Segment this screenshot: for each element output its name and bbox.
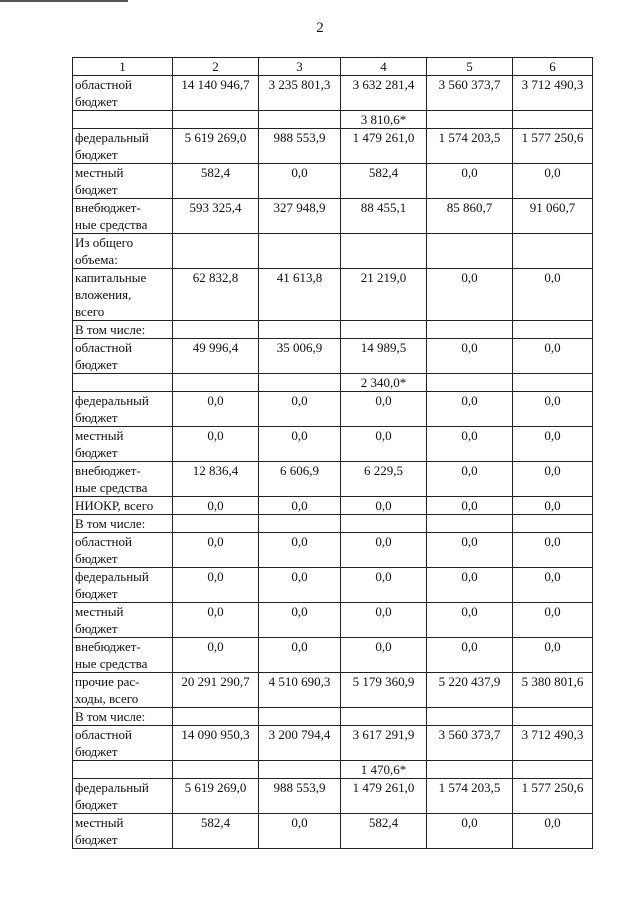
value-cell: 12 836,4: [173, 462, 259, 497]
empty-cell: [427, 708, 513, 726]
table-row: [73, 533, 593, 568]
value-cell: 0,0: [259, 427, 341, 462]
empty-cell: [427, 761, 513, 779]
empty-cell: [173, 374, 259, 392]
value-cell: 3 200 794,4: [259, 726, 341, 761]
empty-cell: [73, 111, 173, 129]
footnote-value: 1 470,6*: [341, 761, 427, 779]
empty-cell: [341, 515, 427, 533]
value-cell: 0,0: [259, 164, 341, 199]
column-header: 1: [73, 58, 173, 76]
empty-cell: [513, 761, 593, 779]
empty-cell: [427, 321, 513, 339]
empty-cell: [259, 515, 341, 533]
value-cell: 14 989,5: [341, 339, 427, 374]
value-cell: 0,0: [341, 392, 427, 427]
empty-cell: [341, 321, 427, 339]
empty-cell: [173, 111, 259, 129]
row-label: внебюджет- ные средства: [73, 638, 173, 673]
footnote-row: [73, 374, 593, 392]
table-row: [73, 779, 593, 814]
value-cell: 5 619 269,0: [173, 779, 259, 814]
value-cell: 0,0: [513, 497, 593, 515]
row-label: областной бюджет: [73, 339, 173, 374]
table-row: [73, 462, 593, 497]
value-cell: 3 235 801,3: [259, 76, 341, 111]
value-cell: 0,0: [259, 533, 341, 568]
footnote-row: [73, 761, 593, 779]
table-row: [73, 497, 593, 515]
value-cell: 41 613,8: [259, 269, 341, 321]
scan-edge-line: [0, 0, 128, 2]
value-cell: 0,0: [513, 638, 593, 673]
value-cell: 582,4: [173, 814, 259, 849]
value-cell: 0,0: [513, 392, 593, 427]
value-cell: 582,4: [341, 164, 427, 199]
table-row: [73, 673, 593, 708]
row-label: прочие рас- ходы, всего: [73, 673, 173, 708]
empty-cell: [427, 374, 513, 392]
value-cell: 0,0: [341, 497, 427, 515]
value-cell: 0,0: [427, 164, 513, 199]
table-row: [73, 339, 593, 374]
table-row: [73, 76, 593, 111]
row-label: местный бюджет: [73, 814, 173, 849]
value-cell: 0,0: [513, 427, 593, 462]
value-cell: 14 140 946,7: [173, 76, 259, 111]
table-header-row: [73, 58, 593, 76]
value-cell: 0,0: [513, 462, 593, 497]
empty-cell: [173, 515, 259, 533]
row-label: областной бюджет: [73, 76, 173, 111]
value-cell: 0,0: [341, 638, 427, 673]
table-row: [73, 638, 593, 673]
row-label: местный бюджет: [73, 427, 173, 462]
value-cell: 0,0: [341, 603, 427, 638]
value-cell: 582,4: [341, 814, 427, 849]
value-cell: 91 060,7: [513, 199, 593, 234]
value-cell: 3 712 490,3: [513, 726, 593, 761]
empty-cell: [513, 708, 593, 726]
value-cell: 5 619 269,0: [173, 129, 259, 164]
table-row: [73, 427, 593, 462]
empty-cell: [513, 515, 593, 533]
value-cell: 0,0: [341, 568, 427, 603]
column-header: 3: [259, 58, 341, 76]
column-header: 2: [173, 58, 259, 76]
section-row: [73, 708, 593, 726]
empty-cell: [259, 111, 341, 129]
row-label: НИОКР, всего: [73, 497, 173, 515]
empty-cell: [73, 374, 173, 392]
empty-cell: [259, 708, 341, 726]
row-label: Из общего объема:: [73, 234, 173, 269]
value-cell: 0,0: [513, 603, 593, 638]
row-label: федеральный бюджет: [73, 129, 173, 164]
section-label: В том числе:: [73, 515, 173, 533]
value-cell: 0,0: [173, 427, 259, 462]
empty-cell: [173, 708, 259, 726]
empty-cell: [173, 321, 259, 339]
table-row: [73, 199, 593, 234]
value-cell: 0,0: [341, 427, 427, 462]
empty-cell: [427, 111, 513, 129]
empty-cell: [259, 761, 341, 779]
section-label: В том числе:: [73, 321, 173, 339]
section-label: В том числе:: [73, 708, 173, 726]
empty-cell: [341, 708, 427, 726]
footnote-value: 2 340,0*: [341, 374, 427, 392]
value-cell: 3 617 291,9: [341, 726, 427, 761]
value-cell: 0,0: [173, 497, 259, 515]
empty-cell: [513, 374, 593, 392]
value-cell: 3 632 281,4: [341, 76, 427, 111]
table-row: [73, 568, 593, 603]
value-cell: 5 380 801,6: [513, 673, 593, 708]
footnote-row: [73, 111, 593, 129]
value-cell: 0,0: [173, 568, 259, 603]
value-cell: 1 577 250,6: [513, 779, 593, 814]
column-header: 4: [341, 58, 427, 76]
value-cell: 0,0: [173, 603, 259, 638]
row-label: внебюджет- ные средства: [73, 462, 173, 497]
value-cell: 3 712 490,3: [513, 76, 593, 111]
value-cell: 0,0: [173, 638, 259, 673]
value-cell: 1 574 203,5: [427, 779, 513, 814]
value-cell: 0,0: [427, 814, 513, 849]
value-cell: 0,0: [513, 164, 593, 199]
value-cell: 0,0: [427, 603, 513, 638]
value-cell: 0,0: [513, 339, 593, 374]
row-label: местный бюджет: [73, 164, 173, 199]
section-row: [73, 321, 593, 339]
value-cell: 582,4: [173, 164, 259, 199]
value-cell: 0,0: [259, 392, 341, 427]
value-cell: 20 291 290,7: [173, 673, 259, 708]
value-cell: 988 553,9: [259, 129, 341, 164]
value-cell: 0,0: [513, 568, 593, 603]
table-row: [73, 603, 593, 638]
empty-cell: [513, 321, 593, 339]
value-cell: 4 510 690,3: [259, 673, 341, 708]
value-cell: 0,0: [259, 497, 341, 515]
empty-cell: [259, 374, 341, 392]
value-cell: 593 325,4: [173, 199, 259, 234]
table-row: [73, 269, 593, 321]
value-cell: 0,0: [173, 533, 259, 568]
row-label: капитальные вложения, всего: [73, 269, 173, 321]
value-cell: 0,0: [427, 269, 513, 321]
value-cell: 0,0: [259, 568, 341, 603]
row-label: местный бюджет: [73, 603, 173, 638]
value-cell: [259, 234, 341, 269]
value-cell: 0,0: [427, 568, 513, 603]
table-row: [73, 234, 593, 269]
footnote-value: 3 810,6*: [341, 111, 427, 129]
value-cell: 0,0: [427, 638, 513, 673]
table-row: [73, 726, 593, 761]
value-cell: 35 006,9: [259, 339, 341, 374]
value-cell: 0,0: [513, 533, 593, 568]
row-label: федеральный бюджет: [73, 568, 173, 603]
value-cell: 5 179 360,9: [341, 673, 427, 708]
value-cell: 0,0: [513, 269, 593, 321]
value-cell: 0,0: [427, 339, 513, 374]
page-number: 2: [316, 20, 324, 36]
value-cell: 0,0: [427, 427, 513, 462]
value-cell: 5 220 437,9: [427, 673, 513, 708]
value-cell: 0,0: [427, 392, 513, 427]
value-cell: 988 553,9: [259, 779, 341, 814]
value-cell: 6 229,5: [341, 462, 427, 497]
table-row: [73, 129, 593, 164]
value-cell: 0,0: [259, 638, 341, 673]
row-label: областной бюджет: [73, 726, 173, 761]
value-cell: 1 479 261,0: [341, 779, 427, 814]
table-row: [73, 392, 593, 427]
table-row: [73, 814, 593, 849]
empty-cell: [513, 111, 593, 129]
value-cell: 88 455,1: [341, 199, 427, 234]
value-cell: 0,0: [341, 533, 427, 568]
value-cell: 0,0: [513, 814, 593, 849]
row-label: федеральный бюджет: [73, 779, 173, 814]
empty-cell: [427, 515, 513, 533]
value-cell: 0,0: [427, 462, 513, 497]
value-cell: [513, 234, 593, 269]
row-label: областной бюджет: [73, 533, 173, 568]
value-cell: 0,0: [259, 603, 341, 638]
value-cell: [173, 234, 259, 269]
budget-table-body: [73, 58, 593, 849]
value-cell: 6 606,9: [259, 462, 341, 497]
empty-cell: [259, 321, 341, 339]
value-cell: 1 479 261,0: [341, 129, 427, 164]
value-cell: 3 560 373,7: [427, 76, 513, 111]
value-cell: 0,0: [427, 497, 513, 515]
value-cell: [341, 234, 427, 269]
row-label: внебюджет- ные средства: [73, 199, 173, 234]
value-cell: 0,0: [259, 814, 341, 849]
budget-table: [72, 57, 593, 849]
value-cell: 21 219,0: [341, 269, 427, 321]
value-cell: 1 574 203,5: [427, 129, 513, 164]
row-label: федеральный бюджет: [73, 392, 173, 427]
column-header: 5: [427, 58, 513, 76]
empty-cell: [73, 761, 173, 779]
value-cell: [427, 234, 513, 269]
value-cell: 49 996,4: [173, 339, 259, 374]
value-cell: 85 860,7: [427, 199, 513, 234]
empty-cell: [173, 761, 259, 779]
value-cell: 327 948,9: [259, 199, 341, 234]
value-cell: 0,0: [173, 392, 259, 427]
value-cell: 1 577 250,6: [513, 129, 593, 164]
value-cell: 62 832,8: [173, 269, 259, 321]
value-cell: 14 090 950,3: [173, 726, 259, 761]
table-row: [73, 164, 593, 199]
section-row: [73, 515, 593, 533]
column-header: 6: [513, 58, 593, 76]
value-cell: 3 560 373,7: [427, 726, 513, 761]
value-cell: 0,0: [427, 533, 513, 568]
